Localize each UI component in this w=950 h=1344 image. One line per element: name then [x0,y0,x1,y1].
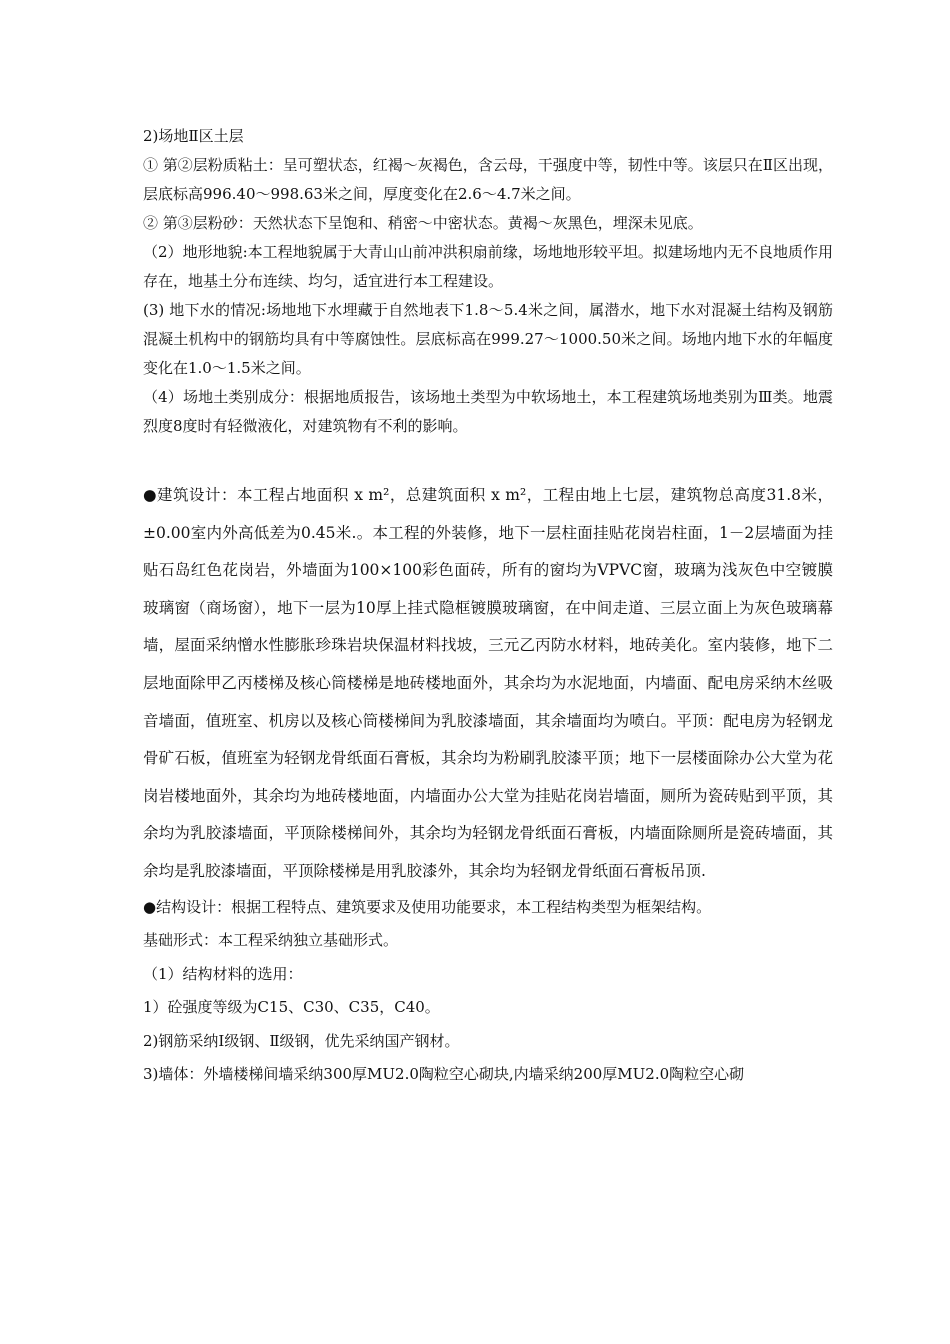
rebar-item: 2)钢筋采纳Ⅰ级钢、Ⅱ级钢，优先采纳国产钢材。 [143,1031,460,1050]
section-spacer [143,441,833,477]
soil-zone-2-heading: 2)场地Ⅱ区土层 [143,127,244,145]
groundwater-paragraph: (3) 地下水的情况:场地地下水埋藏于自然地表下1.8～5.4米之间，属潜水，地下水对混凝土结构及钢筋混凝土机构中的钢筋均具有中等腐蚀性。层底标高在999.27～1000.50米之间。场地内地下水的年幅度变化在1.0～1.5米之间。 [143,301,833,377]
foundation-type-paragraph: 基础形式：本工程采纳独立基础形式。 [143,931,399,950]
topography-paragraph: （2）地形地貌:本工程地貌属于大青山山前冲洪积扇前缘，场地地形较平坦。拟建场地内无不良地质作用存在，地基土分布连续、均匀，适宜进行本工程建设。 [143,243,833,290]
layer-2-silty-clay-paragraph: ① 第②层粉质粘土：呈可塑状态，红褐～灰褐色，含云母，干强度中等，韧性中等。该层只在Ⅱ区出现，层底标高996.40～998.63米之间，厚度变化在2.6～4.7米之间。 [143,156,833,203]
layer-3-silty-sand-paragraph: ② 第③层粉砂：天然状态下呈饱和、稍密～中密状态。黄褐～灰黑色，埋深未见底。 [143,214,703,232]
document-body [143,122,833,1092]
architecture-section [143,477,833,891]
site-conditions-section [143,122,833,441]
architecture-design-paragraph: ●建筑设计：本工程占地面积 x m²，总建筑面积 x m²，工程由地上七层，建筑物总高度31.8米，±0.00室内外高低差为0.45米.。本工程的外装修，地下一层柱面挂贴花岗岩柱面，1－2层墙面为挂贴石岛红色花岗岩，外墙面为100×100彩色面砖，所有的窗均为VPVC窗，玻璃为浅灰色中空镀膜玻璃窗（商场窗），地下一层为10厚上挂式隐框镀膜玻璃窗，在中间走道、三层立面上为灰色玻璃幕墙，屋面采纳憎水性膨胀珍珠岩块保温材料找坡，三元乙丙防水材料，地砖美化。室内装修，地下二层地面除甲乙丙楼梯及核心筒楼梯是地砖楼地面外，其余均为水泥地面，内墙面、配电房采纳木丝吸音墙面，值班室、机房以及核心筒楼梯间为乳胶漆墙面，其余墙面均为喷白。平顶：配电房为轻钢龙骨矿石板，值班室为轻钢龙骨纸面石膏板，其余均为粉刷乳胶漆平顶；地下一层楼面除办公大堂为花岗岩楼地面外，其余均为地砖楼地面，内墙面办公大堂为挂贴花岗岩墙面，厕所为瓷砖贴到平顶，其余均为乳胶漆墙面，平顶除楼梯间外，其余均为轻钢龙骨纸面石膏板，内墙面除厕所是瓷砖墙面，其余均是乳胶漆墙面，平顶除楼梯是用乳胶漆外，其余均为轻钢龙骨纸面石膏板吊顶. [143,486,833,880]
structure-design-paragraph: ●结构设计：根据工程特点、建筑要求及使用功能要求，本工程结构类型为框架结构。 [143,897,712,916]
structural-materials-heading: （1）结构材料的选用： [143,964,303,983]
structure-section [143,891,833,1092]
site-soil-class-paragraph: （4）场地土类别成分：根据地质报告，该场地土类型为中软场地土，本工程建筑场地类别为Ⅲ类。地震烈度8度时有轻微液化，对建筑物有不利的影响。 [143,388,833,435]
wall-item: 3)墙体：外墙楼梯间墙采纳300厚MU2.0陶粒空心砌块,内墙采纳200厚MU2.0陶粒空心砌 [143,1065,745,1084]
concrete-grade-item: 1）砼强度等级为C15、C30、C35，C40。 [143,998,440,1017]
